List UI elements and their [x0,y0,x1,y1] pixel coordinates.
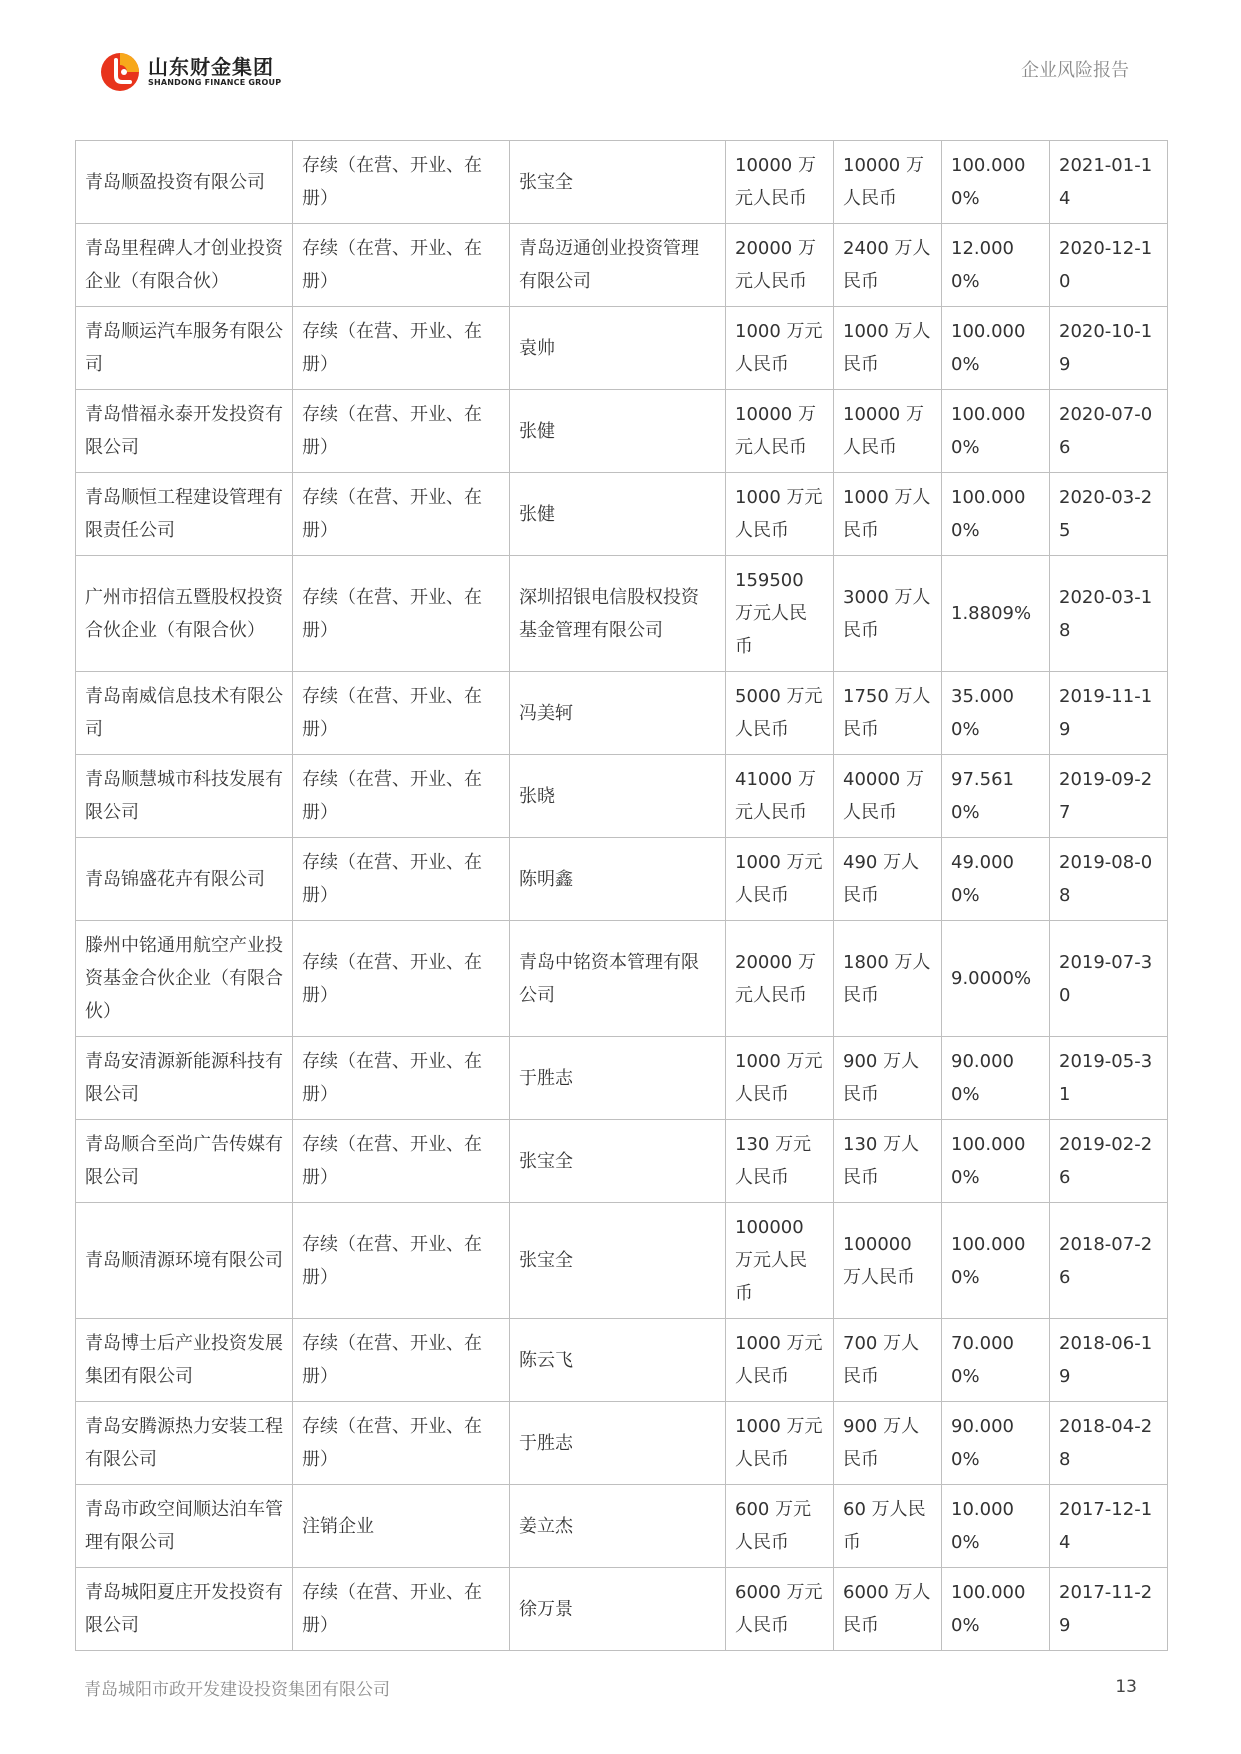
subscribed-capital-cell: 1000 万人民币 [834,473,942,556]
status-cell: 存续（在营、开业、在册） [293,1120,510,1203]
status-cell: 存续（在营、开业、在册） [293,838,510,921]
company-name-cell: 青岛锦盛花卉有限公司 [76,838,293,921]
established-date-cell: 2018-07-26 [1050,1203,1168,1319]
subscribed-capital-cell: 130 万人民币 [834,1120,942,1203]
company-name-cell: 青岛顺慧城市科技发展有限公司 [76,755,293,838]
share-ratio-cell: 70.0000% [942,1319,1050,1402]
established-date-cell: 2019-07-30 [1050,921,1168,1037]
registered-capital-cell: 159500 万元人民币 [726,556,834,672]
subscribed-capital-cell: 1750 万人民币 [834,672,942,755]
registered-capital-cell: 1000 万元人民币 [726,838,834,921]
legal-rep-cell: 青岛中铭资本管理有限公司 [510,921,726,1037]
status-cell: 存续（在营、开业、在册） [293,473,510,556]
legal-rep-cell: 于胜志 [510,1402,726,1485]
company-name-cell: 青岛城阳夏庄开发投资有限公司 [76,1568,293,1651]
established-date-cell: 2018-06-19 [1050,1319,1168,1402]
status-cell: 存续（在营、开业、在册） [293,390,510,473]
table-row [76,1568,1168,1651]
registered-capital-cell: 10000 万元人民币 [726,390,834,473]
legal-rep-cell: 陈明鑫 [510,838,726,921]
subscribed-capital-cell: 490 万人民币 [834,838,942,921]
table-row [76,1402,1168,1485]
share-ratio-cell: 12.0000% [942,224,1050,307]
established-date-cell: 2019-08-08 [1050,838,1168,921]
registered-capital-cell: 41000 万元人民币 [726,755,834,838]
subscribed-capital-cell: 40000 万人民币 [834,755,942,838]
table-row [76,1319,1168,1402]
table-row [76,755,1168,838]
status-cell: 存续（在营、开业、在册） [293,307,510,390]
share-ratio-cell: 100.0000% [942,307,1050,390]
subscribed-capital-cell: 3000 万人民币 [834,556,942,672]
company-name-cell: 青岛惜福永泰开发投资有限公司 [76,390,293,473]
legal-rep-cell: 陈云飞 [510,1319,726,1402]
registered-capital-cell: 1000 万元人民币 [726,1037,834,1120]
investment-table [75,140,1168,1651]
logo-icon [100,52,140,92]
table-row [76,672,1168,755]
status-cell: 存续（在营、开业、在册） [293,141,510,224]
company-name-cell: 青岛里程碑人才创业投资企业（有限合伙） [76,224,293,307]
registered-capital-cell: 100000 万元人民币 [726,1203,834,1319]
report-title: 企业风险报告 [1021,60,1129,81]
table-row [76,141,1168,224]
subscribed-capital-cell: 1800 万人民币 [834,921,942,1037]
established-date-cell: 2017-12-14 [1050,1485,1168,1568]
legal-rep-cell: 张健 [510,390,726,473]
subscribed-capital-cell: 700 万人民币 [834,1319,942,1402]
share-ratio-cell: 100.0000% [942,1568,1050,1651]
established-date-cell: 2020-07-06 [1050,390,1168,473]
established-date-cell: 2017-11-29 [1050,1568,1168,1651]
subscribed-capital-cell: 1000 万人民币 [834,307,942,390]
company-name-cell: 青岛顺盈投资有限公司 [76,141,293,224]
registered-capital-cell: 1000 万元人民币 [726,307,834,390]
legal-rep-cell: 冯美轲 [510,672,726,755]
subscribed-capital-cell: 60 万人民币 [834,1485,942,1568]
company-logo [100,52,281,92]
table-row [76,1037,1168,1120]
legal-rep-cell: 姜立杰 [510,1485,726,1568]
established-date-cell: 2020-03-25 [1050,473,1168,556]
legal-rep-cell: 于胜志 [510,1037,726,1120]
page-number: 13 [1115,1677,1137,1697]
table-row [76,1485,1168,1568]
registered-capital-cell: 1000 万元人民币 [726,1402,834,1485]
company-name-cell: 青岛顺清源环境有限公司 [76,1203,293,1319]
table-row [76,1120,1168,1203]
legal-rep-cell: 徐万景 [510,1568,726,1651]
table-row [76,1203,1168,1319]
footer-company-name: 青岛城阳市政开发建设投资集团有限公司 [84,1680,390,1700]
company-name-cell: 青岛南威信息技术有限公司 [76,672,293,755]
subscribed-capital-cell: 10000 万人民币 [834,141,942,224]
established-date-cell: 2018-04-28 [1050,1402,1168,1485]
table-row [76,921,1168,1037]
established-date-cell: 2020-12-10 [1050,224,1168,307]
legal-rep-cell: 张宝全 [510,1120,726,1203]
status-cell: 存续（在营、开业、在册） [293,1203,510,1319]
status-cell: 存续（在营、开业、在册） [293,1402,510,1485]
share-ratio-cell: 35.0000% [942,672,1050,755]
status-cell: 存续（在营、开业、在册） [293,1319,510,1402]
share-ratio-cell: 100.0000% [942,1120,1050,1203]
registered-capital-cell: 1000 万元人民币 [726,1319,834,1402]
established-date-cell: 2019-09-27 [1050,755,1168,838]
status-cell: 存续（在营、开业、在册） [293,1568,510,1651]
registered-capital-cell: 130 万元人民币 [726,1120,834,1203]
page-header [0,0,1241,130]
registered-capital-cell: 5000 万元人民币 [726,672,834,755]
status-cell: 存续（在营、开业、在册） [293,556,510,672]
legal-rep-cell: 青岛迈通创业投资管理有限公司 [510,224,726,307]
share-ratio-cell: 100.0000% [942,1203,1050,1319]
logo-english-name: SHANDONG FINANCE GROUP [148,78,282,87]
company-name-cell: 青岛顺恒工程建设管理有限责任公司 [76,473,293,556]
logo-chinese-name: 山东财金集团 [148,55,274,79]
legal-rep-cell: 张健 [510,473,726,556]
table-row [76,390,1168,473]
table-row [76,307,1168,390]
registered-capital-cell: 1000 万元人民币 [726,473,834,556]
status-cell: 存续（在营、开业、在册） [293,755,510,838]
legal-rep-cell: 张晓 [510,755,726,838]
share-ratio-cell: 90.0000% [942,1037,1050,1120]
registered-capital-cell: 600 万元人民币 [726,1485,834,1568]
share-ratio-cell: 100.0000% [942,473,1050,556]
share-ratio-cell: 10.0000% [942,1485,1050,1568]
subscribed-capital-cell: 6000 万人民币 [834,1568,942,1651]
legal-rep-cell: 袁帅 [510,307,726,390]
registered-capital-cell: 20000 万元人民币 [726,224,834,307]
share-ratio-cell: 100.0000% [942,390,1050,473]
established-date-cell: 2020-10-19 [1050,307,1168,390]
share-ratio-cell: 100.0000% [942,141,1050,224]
status-cell: 存续（在营、开业、在册） [293,921,510,1037]
subscribed-capital-cell: 900 万人民币 [834,1037,942,1120]
registered-capital-cell: 20000 万元人民币 [726,921,834,1037]
legal-rep-cell: 张宝全 [510,1203,726,1319]
status-cell: 存续（在营、开业、在册） [293,224,510,307]
company-name-cell: 广州市招信五暨股权投资合伙企业（有限合伙） [76,556,293,672]
share-ratio-cell: 90.0000% [942,1402,1050,1485]
company-name-cell: 滕州中铭通用航空产业投资基金合伙企业（有限合伙） [76,921,293,1037]
subscribed-capital-cell: 2400 万人民币 [834,224,942,307]
status-cell: 存续（在营、开业、在册） [293,672,510,755]
company-name-cell: 青岛顺合至尚广告传媒有限公司 [76,1120,293,1203]
company-name-cell: 青岛安腾源热力安装工程有限公司 [76,1402,293,1485]
established-date-cell: 2019-11-19 [1050,672,1168,755]
status-cell: 注销企业 [293,1485,510,1568]
company-name-cell: 青岛安清源新能源科技有限公司 [76,1037,293,1120]
company-name-cell: 青岛市政空间顺达泊车管理有限公司 [76,1485,293,1568]
established-date-cell: 2020-03-18 [1050,556,1168,672]
legal-rep-cell: 张宝全 [510,141,726,224]
company-name-cell: 青岛博士后产业投资发展集团有限公司 [76,1319,293,1402]
share-ratio-cell: 49.0000% [942,838,1050,921]
registered-capital-cell: 6000 万元人民币 [726,1568,834,1651]
registered-capital-cell: 10000 万元人民币 [726,141,834,224]
share-ratio-cell: 97.5610% [942,755,1050,838]
legal-rep-cell: 深圳招银电信股权投资基金管理有限公司 [510,556,726,672]
table-row [76,838,1168,921]
share-ratio-cell: 1.8809% [942,556,1050,672]
company-name-cell: 青岛顺运汽车服务有限公司 [76,307,293,390]
subscribed-capital-cell: 10000 万人民币 [834,390,942,473]
subscribed-capital-cell: 900 万人民币 [834,1402,942,1485]
share-ratio-cell: 9.0000% [942,921,1050,1037]
table-row [76,473,1168,556]
table-row [76,556,1168,672]
established-date-cell: 2019-05-31 [1050,1037,1168,1120]
established-date-cell: 2019-02-26 [1050,1120,1168,1203]
subscribed-capital-cell: 100000 万人民币 [834,1203,942,1319]
established-date-cell: 2021-01-14 [1050,141,1168,224]
status-cell: 存续（在营、开业、在册） [293,1037,510,1120]
table-row [76,224,1168,307]
